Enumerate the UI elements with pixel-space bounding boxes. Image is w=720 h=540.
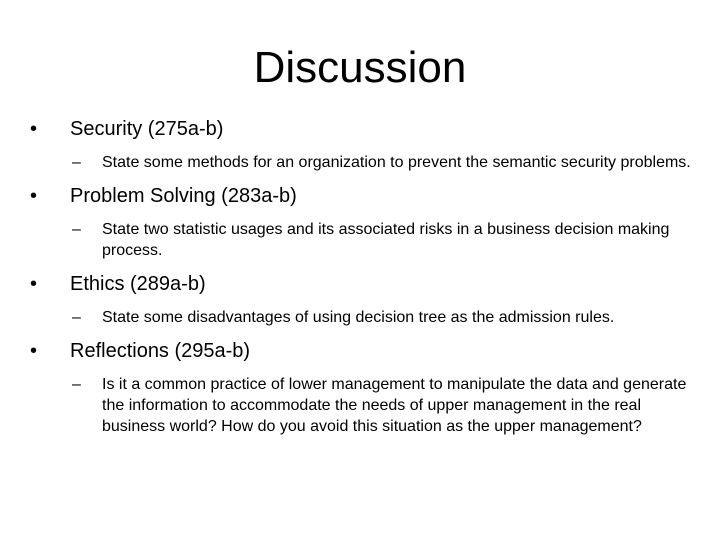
bullet-icon: • bbox=[30, 340, 38, 362]
bullet-heading: Reflections (295a-b) bbox=[70, 340, 251, 362]
dash-icon: – bbox=[72, 309, 81, 326]
sub-bullet-problem-solving bbox=[72, 219, 702, 261]
dash-icon: – bbox=[72, 154, 81, 171]
sub-bullet-text: State some disadvantages of using decision tree as the admission rules. bbox=[102, 309, 615, 326]
sub-bullet-security bbox=[72, 152, 702, 173]
sub-bullet-ethics bbox=[72, 307, 702, 328]
bullet-heading: Ethics (289a-b) bbox=[70, 273, 206, 295]
bullet-item-reflections bbox=[30, 339, 690, 363]
bullet-heading: Problem Solving (283a-b) bbox=[70, 185, 297, 207]
sub-bullet-reflections bbox=[72, 374, 702, 437]
bullet-icon: • bbox=[30, 185, 38, 207]
dash-icon: – bbox=[72, 376, 81, 393]
sub-bullet-text: Is it a common practice of lower management to manipulate the data and generate the information to accommodate the needs of upper management in the real business world? How do you avoid this situation as the upper management? bbox=[102, 376, 687, 435]
bullet-item-problem-solving bbox=[30, 184, 690, 208]
dash-icon: – bbox=[72, 221, 81, 238]
bullet-list bbox=[30, 112, 690, 448]
sub-bullet-text: State some methods for an organization to prevent the semantic security problems. bbox=[102, 154, 691, 171]
slide-title: Discussion bbox=[253, 43, 467, 92]
bullet-icon: • bbox=[30, 273, 38, 295]
sub-bullet-text: State two statistic usages and its associated risks in a business decision making process. bbox=[102, 221, 670, 259]
bullet-item-ethics bbox=[30, 272, 690, 296]
bullet-item-security bbox=[30, 117, 690, 141]
bullet-icon: • bbox=[30, 118, 38, 140]
bullet-heading: Security (275a-b) bbox=[70, 118, 224, 140]
